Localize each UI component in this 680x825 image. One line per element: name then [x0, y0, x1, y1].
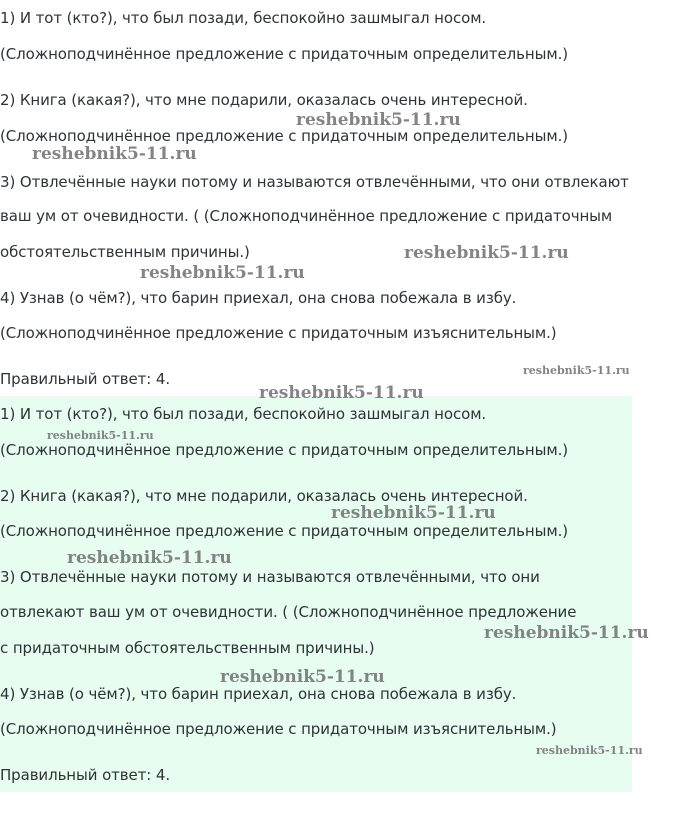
watermark: reshebnik5-11.ru: [32, 144, 197, 164]
correct-answer-line: Правильный ответ: 4.: [0, 766, 171, 784]
answer-line-9: (Сложноподчинённое предложение с придаточным изъяснительным.): [0, 324, 557, 342]
watermark: reshebnik5-11.ru: [296, 110, 461, 130]
answer-line-6: отвлекают ваш ум от очевидности. ( (Сложноподчинённое предложение: [0, 603, 577, 621]
answer-line-6: ваш ум от очевидности. ( (Сложноподчинённое предложение с придаточным: [0, 207, 613, 225]
watermark: reshebnik5-11.ru: [220, 667, 385, 687]
watermark: reshebnik5-11.ru: [536, 744, 643, 757]
answer-line-9: (Сложноподчинённое предложение с придаточным изъяснительным.): [0, 720, 557, 738]
watermark: reshebnik5-11.ru: [523, 364, 630, 377]
answer-line-2: (Сложноподчинённое предложение с придаточным определительным.): [0, 441, 568, 459]
answer-line-7: с придаточным обстоятельственным причины.): [0, 639, 375, 657]
answer-line-2: (Сложноподчинённое предложение с придаточным определительным.): [0, 45, 568, 63]
watermark: reshebnik5-11.ru: [404, 243, 569, 263]
answer-line-7: обстоятельственным причины.): [0, 243, 250, 261]
answer-line-5: 3) Отвлечённые науки потому и называются отвлечёнными, что они отвлекают: [0, 173, 629, 191]
answer-line-3: 2) Книга (какая?), что мне подарили, оказалась очень интересной.: [0, 91, 528, 109]
answer-line-1: 1) И тот (кто?), что был позади, беспокойно зашмыгал носом.: [0, 9, 487, 27]
watermark: reshebnik5-11.ru: [484, 623, 649, 643]
watermark: reshebnik5-11.ru: [47, 429, 154, 442]
watermark: reshebnik5-11.ru: [259, 383, 424, 403]
answer-line-8: 4) Узнав (о чём?), что барин приехал, она снова побежала в избу.: [0, 289, 517, 307]
answer-line-5: 3) Отвлечённые науки потому и называются отвлечёнными, что они: [0, 568, 540, 586]
answer-line-1: 1) И тот (кто?), что был позади, беспокойно зашмыгал носом.: [0, 405, 487, 423]
answer-line-4: (Сложноподчинённое предложение с придаточным определительным.): [0, 127, 568, 145]
watermark: reshebnik5-11.ru: [331, 503, 496, 523]
answer-line-8: 4) Узнав (о чём?), что барин приехал, она снова побежала в избу.: [0, 685, 517, 703]
watermark: reshebnik5-11.ru: [67, 548, 232, 568]
answer-line-3: 2) Книга (какая?), что мне подарили, оказалась очень интересной.: [0, 487, 528, 505]
watermark: reshebnik5-11.ru: [140, 263, 305, 283]
correct-answer-line: Правильный ответ: 4.: [0, 370, 171, 388]
answer-line-4: (Сложноподчинённое предложение с придаточным определительным.): [0, 522, 568, 540]
